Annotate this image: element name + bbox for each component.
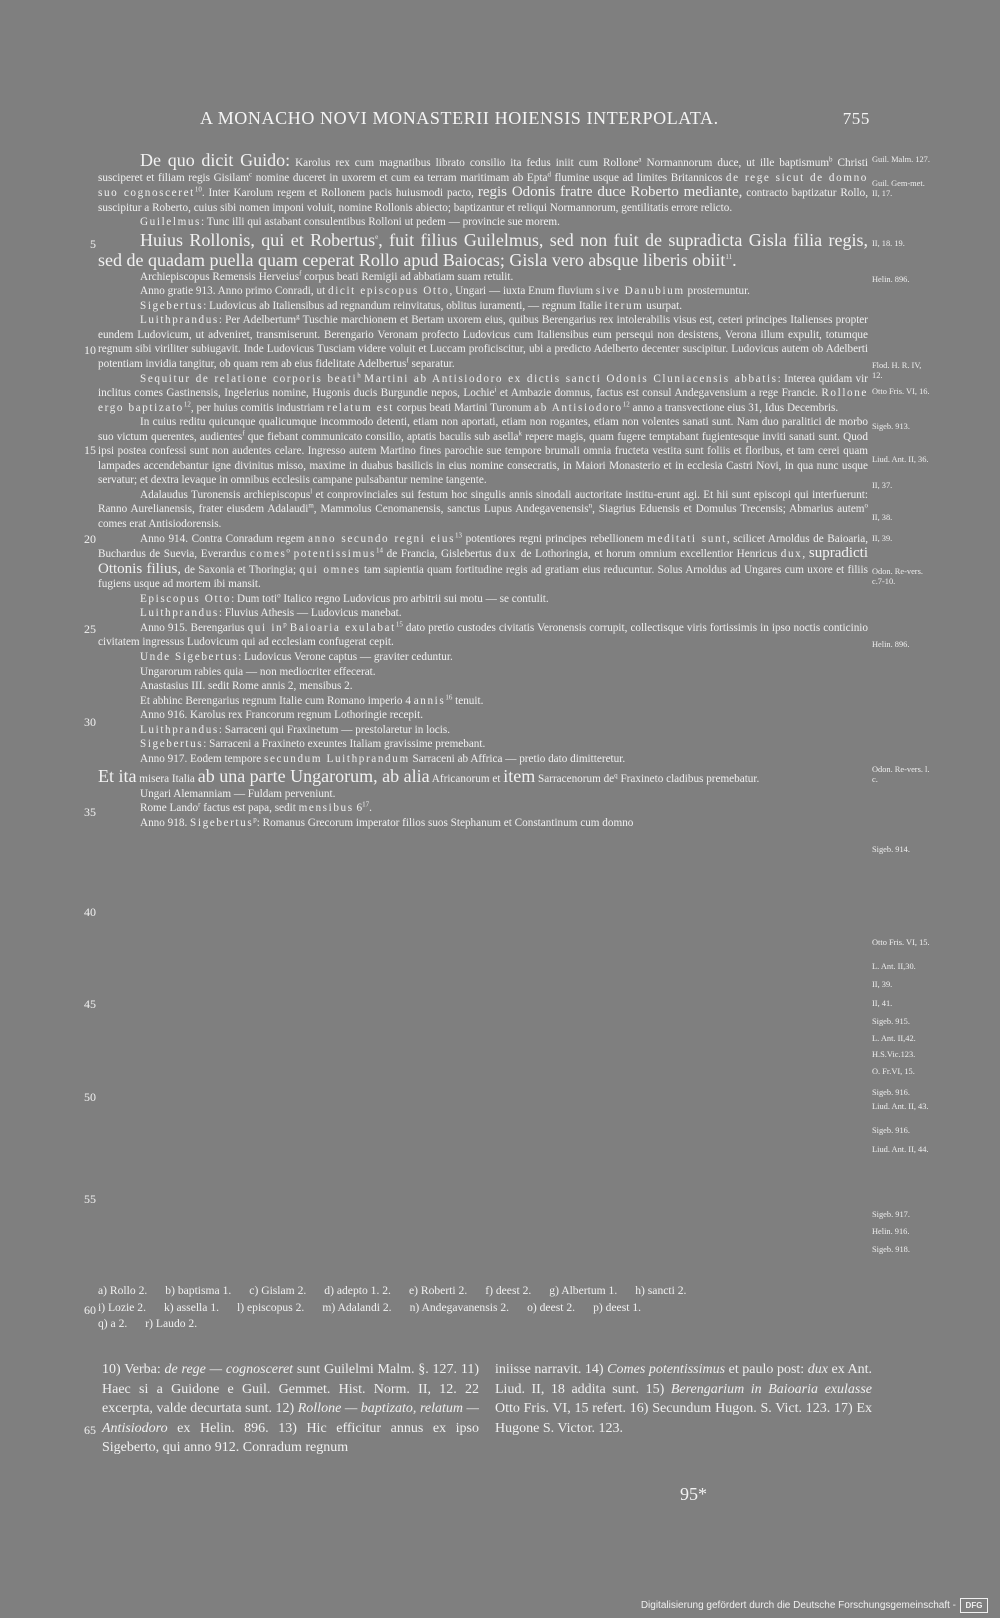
line-number: 5 — [90, 237, 96, 251]
text-paragraph: Ungarorum rabies quia — non mediocriter effecerat. — [140, 665, 376, 678]
main-text-body — [98, 150, 868, 831]
text-paragraph: Sequitur de relatione corporis beati$^h$ Martini ab Antisiodoro ex dictis sancti Odonis Cluniacensis abbatis: Interea quidam vir inclitus comes Gastinensis, Ingelerius nomine, Hugonis ducis Burgundie nepos, Lochie$^i$ et Ambazie domnus, factus est consul Andegavensium a rege Francie. Rollone ergo baptizato$^{12}$, per huius comitis industriam relatum est corpus beati Martini Turonum ab Antisiodoro$^{12}$ anno a transvectione eius 31, Idus Decembris. — [98, 370, 868, 414]
source-sidenote: Liud. Ant. II, 44. — [872, 1145, 929, 1154]
source-sidenote: Odon. Re-vers. l. c. — [872, 765, 930, 784]
footnotes-right-column: iniisse narravit. 14) Comes potentissimus et paulo post: dux ex Ant. Liud. II, 18 addita sunt. 15) Berengarium in Baioaria exulasse Otto Fris. VI, 15 refert. 16) Secundum Hugon. S. Vict. 123. 17) Ex Hugone S. Victor. 123. — [495, 1362, 873, 1436]
text-paragraph: Archiepiscopus Remensis Herveius$^f$ corpus beati Remigii ad abbatiam suam retulit. — [140, 269, 514, 283]
variant-note: d) adepto 1. 2. — [324, 1284, 391, 1297]
variant-note: a) Rollo 2. — [98, 1284, 148, 1297]
variant-note: h) sancti 2. — [635, 1284, 687, 1297]
source-sidenote: Liud. Ant. II, 36. — [872, 455, 929, 464]
source-sidenote: L. Ant. II,42. — [872, 1034, 916, 1043]
page-number: 755 — [842, 109, 870, 128]
source-sidenote: Helin. 896. — [872, 275, 910, 284]
source-sidenote: Flod. H. R. IV, 12. — [872, 361, 922, 380]
text-paragraph: Anno gratie 913. Anno primo Conradi, ut dicit episcopus Otto, Ungari — iuxta Enum fluvium sive Danubium prosternuntur. — [140, 285, 750, 298]
variant-note: q) a 2. — [98, 1317, 128, 1330]
source-sidenote: Sigeb. 914. — [872, 845, 910, 854]
variant-note: l) episcopus 2. — [237, 1300, 305, 1314]
source-sidenote: Helin. 896. — [872, 640, 910, 649]
source-sidenote: II, 37. — [872, 481, 893, 490]
text-paragraph: Huius Rollonis, qui et Robertus$^e$, fuit filius Guilelmus, sed non fuit de supradicta Gisla filia regis, sed de quadam puella quam ceperat Rollo apud Baiocas; Gisla vero absque liberis obiit$^{11}$. — [98, 229, 868, 270]
source-sidenote: Sigeb. 916. — [872, 1088, 910, 1097]
text-paragraph: Episcopus Otto: Dum toti$^o$ Italico regno Ludovicus pro arbitrii sui motu — se contulit. — [140, 591, 549, 605]
source-sidenote: Sigeb. 916. — [872, 1126, 910, 1135]
source-sidenote: II, 39. — [872, 980, 893, 989]
source-sidenote: Odon. Re-vers. c.7-10. — [872, 567, 923, 586]
dfg-logo-icon: DFG — [960, 1598, 988, 1613]
variant-note: e) Roberti 2. — [408, 1284, 468, 1297]
line-number: 40 — [84, 905, 96, 919]
variant-note: c) Gislam 2. — [249, 1284, 307, 1297]
variant-note: o) deest 2. — [527, 1300, 576, 1314]
source-sidenote: Sigeb. 917. — [872, 1210, 910, 1219]
footnotes-left-column: 10) Verba: de rege — cognosceret sunt Guilelmi Malm. §. 127. 11) Haec si a Guidone e Guil. Gemmet. Hist. Norm. II, 12. 22 excerpta, valde decurtata sunt. 12) Rollone — baptizato, relatum — Antisiodoro ex Helin. 896. 13) Hic efficitur annus ex ipso Sigeberto, qui anno 912. Conradum regnum — [102, 1362, 479, 1455]
footnotes — [102, 1360, 872, 1458]
text-paragraph: Adalaudus Turonensis archiepiscopus$^l$ et conprovinciales sui festum hoc singulis annis sinodali auctoritate institu-erunt agi. Et hii sunt episcopi qui interfuerunt: Ranno Aurelianensis, frater eiusdem Adalaudi$^m$, Mammolus Cenomanensis, sanctus Lupus Andegavenensis$^n$, Siagrius Eduensis et Domulus Trecensis; Abmarius autem$^o$ comes erat Antisiodorensis. — [98, 487, 869, 531]
line-number: 60 — [84, 1303, 96, 1317]
source-sidenote: Sigeb. 913. — [872, 422, 910, 431]
source-sidenote: H.S.Vic.123. — [872, 1050, 916, 1059]
text-paragraph: Luithprandus: Sarraceni qui Fraxinetum — prestolaretur in locis. — [140, 723, 451, 736]
text-paragraph: Luithprandus: Fluvius Athesis — Ludovicus manebat. — [140, 607, 402, 620]
textual-variants — [98, 1283, 873, 1333]
source-sidenote: O. Fr.VI, 15. — [872, 1067, 915, 1076]
line-number: 30 — [84, 715, 96, 729]
running-title: A MONACHO NOVI MONASTERII HOIENSIS INTERPOLATA. — [200, 108, 719, 128]
source-sidenote: II, 39. — [872, 534, 893, 543]
text-paragraph: Unde Sigebertus: Ludovicus Verone captus — graviter ceduntur. — [140, 650, 453, 663]
source-sidenote: Otto Fris. VI, 16. — [872, 387, 930, 396]
funding-credit: Digitalisierung gefördert durch die Deutsche Forschungsgemeinschaft - — [640, 1600, 956, 1611]
source-sidenote: II, 18. 19. — [872, 239, 905, 248]
variant-note: b) baptisma 1. — [165, 1284, 232, 1297]
text-paragraph: Luithprandus: Per Adelbertum$^g$ Tuschie marchionem et Bertam uxorem eius, quibus Berengarius rex intolerabilis visus est, ceteri principes Italienses propter eundem Ludovicum, ut adveniret, transmiserunt. Berengario Veronam profecto Ludovicus cum Italiensibus eum persequi non desistens, Verona illum expulit, totumque regnum sibi viriliter subiugavit. Inde Ludovicus Tusciam videre voluit et Luccam proficiscitur, ubi a predicto Adelberto decenter suscipitur. Ludovicus autem ob Adelberti potentiam invidia tangitur, ob quam rem ab eius fidelitate Adelbertus$^f$ separatur. — [98, 312, 868, 371]
text-paragraph: Et abhinc Berengarius regnum Italie cum Romano imperio 4 annis$^{16}$ tenuit. — [140, 692, 484, 707]
source-sidenote: II, 38. — [872, 513, 893, 522]
text-paragraph: In cuius reditu quicunque qualicumque incommodo detenti, etiam non aportati, etiam non rogantes, etiam non volentes sanati sunt. Nam duo paralitici de morbo suo victum querentes, audientes$^f$ que fiebant communicato consilio, aptatis baculis sub asella$^k$ repere magis, quam fugere temptabant fugientesque inviti sanati sunt. Quod ipsi postea confessi sunt non audentes celare. Ingresso autem Martino fines parochie sue tempore brumali omnia fructeta vestita sunt foliis et floribus, et tam cerei quam lampades accendebantur igne divinitus misso, maxime in duabus basilicis in eius nomine consecratis, in Maiori Monasterio et in ecclesia Castri Novi, in qua nunc usque servatur; et dextra levaque in omnibus ecclesiis campane pulsabantur nemine tangente. — [98, 416, 868, 487]
variant-note: m) Adalandi 2. — [322, 1300, 392, 1314]
line-number: 20 — [84, 532, 96, 546]
text-paragraph: Anno 917. Eodem tempore secundum Luithprandum Sarraceni ab Affrica — pretio dato dimitteretur. — [140, 752, 626, 765]
variant-note: n) Andegavanensis 2. — [409, 1300, 510, 1314]
text-paragraph: Ungari Alemanniam — Fuldam perveniunt. — [140, 787, 336, 800]
signature-mark: 95* — [680, 1484, 707, 1504]
source-sidenote: Otto Fris. VI, 15. — [872, 938, 930, 947]
line-number: 45 — [84, 997, 96, 1011]
source-sidenote: L. Ant. II,30. — [872, 962, 916, 971]
text-paragraph: Anno 918. Sigebertus$^p$: Romanus Grecorum imperator filios suos Stephanum et Constantinum cum domno — [140, 815, 634, 829]
variant-note: r) Laudo 2. — [145, 1317, 198, 1330]
text-paragraph: Anno 916. Karolus rex Francorum regnum Lothoringie recepit. — [140, 709, 424, 722]
line-number: 35 — [84, 805, 96, 819]
text-paragraph: Guilelmus: Tunc illi qui astabant consulentibus Rolloni ut pedem — provincie sue morem. — [140, 216, 560, 229]
text-paragraph: Anno 914. Contra Conradum regem anno secundo regni eius$^{13}$ potentiores regni principes rebellionem meditati sunt, scilicet Arnoldus de Baioaria, Buchardus de Suevia, Everardus comes$^o$ potentissimus$^{14}$ de Francia, Gislebertus dux de Lothoringia, et horum omnium excellentior Henricus dux, supradicti Ottonis filius, de Saxonia et Thoringia; qui omnes tam sapientia quam fortitudine regis ad gratiam eius reducuntur. Solus Arnoldus ad Ungares cum uxore et filiis fugiens usque ad mortem ibi mansit. — [98, 530, 869, 591]
variant-note: f) deest 2. — [485, 1284, 532, 1297]
source-sidenote: Sigeb. 918. — [872, 1245, 910, 1254]
text-paragraph: Et ita misera Italia ab una parte Ungarorum, ab alia Africanorum et item Sarracenorum $de^q$ Fraxineto cladibus premebatur. — [98, 766, 760, 787]
text-paragraph: Anastasius III. sedit Rome annis 2, mensibus 2. — [140, 680, 353, 693]
line-number: 25 — [84, 622, 96, 636]
source-sidenote: Guil. Gem-met. II, 17. — [872, 179, 925, 198]
line-number: 10 — [84, 343, 96, 357]
line-number: 15 — [84, 443, 96, 457]
source-sidenote: Sigeb. 915. — [872, 1017, 910, 1026]
text-paragraph: Sigebertus: Sarraceni a Fraxineto exeuntes Italiam gravissime premebant. — [140, 738, 486, 751]
line-number: 65 — [84, 1423, 96, 1437]
source-sidenote: Helin. 916. — [872, 1227, 910, 1236]
running-header — [200, 108, 870, 129]
digitization-footer — [641, 1598, 988, 1613]
variant-note: i) Lozie 2. — [98, 1300, 146, 1314]
text-paragraph: Sigebertus: Ludovicus ab Italiensibus ad regnandum reinvitatus, oblitus iuramenti, — regnum Italie iterum usurpat. — [140, 299, 682, 312]
source-sidenote: Liud. Ant. II, 43. — [872, 1102, 929, 1111]
text-paragraph: De quo dicit Guido: Karolus rex cum magnatibus librato consilio ita fedus iniit cum Rollone$^a$ Normannorum duce, ut ille baptismum$^b$ Christi susciperet et filiam regis Gisilam$^c$ nomine duceret in uxorem et cum ea terram maritimam ab Epta$^d$ flumine usque ad limites Britannicos de rege sicut de domno suo cognosceret$^{10}$. Inter Karolum regem et Rollonem pacis huiusmodi pacto, regis Odonis fratre duce Roberto mediante, contracto baptizatur Rollo, suscipitur a Roberto, cuius sibi nomen imponi voluit, nomine Rollonis abiecto; baptizantur et reliqui Normannorum, gentilitatis errore relicto. — [98, 150, 869, 214]
text-paragraph: Anno 915. Berengarius qui $in^p$ Baioaria exulabat$^{15}$ dato pretio custodes civitatis Veronensis corrupit, collectisque viris fortissimis in ipso noctis conticinio civitatem ingressus Ludovicum qui ad ecclesiam confugerat cepit. — [98, 620, 869, 649]
text-paragraph: Rome Lando$^r$ factus est papa, sedit mensibus $6^{17}$. — [140, 800, 372, 815]
variant-note: g) Albertum 1. — [549, 1284, 618, 1297]
variant-note: k) assella 1. — [163, 1300, 220, 1314]
variant-note: p) deest 1. — [593, 1300, 642, 1314]
source-sidenote: Guil. Malm. 127. — [872, 155, 930, 164]
line-number: 50 — [84, 1090, 96, 1104]
source-sidenote: II, 41. — [872, 999, 893, 1008]
line-number: 55 — [84, 1192, 96, 1206]
